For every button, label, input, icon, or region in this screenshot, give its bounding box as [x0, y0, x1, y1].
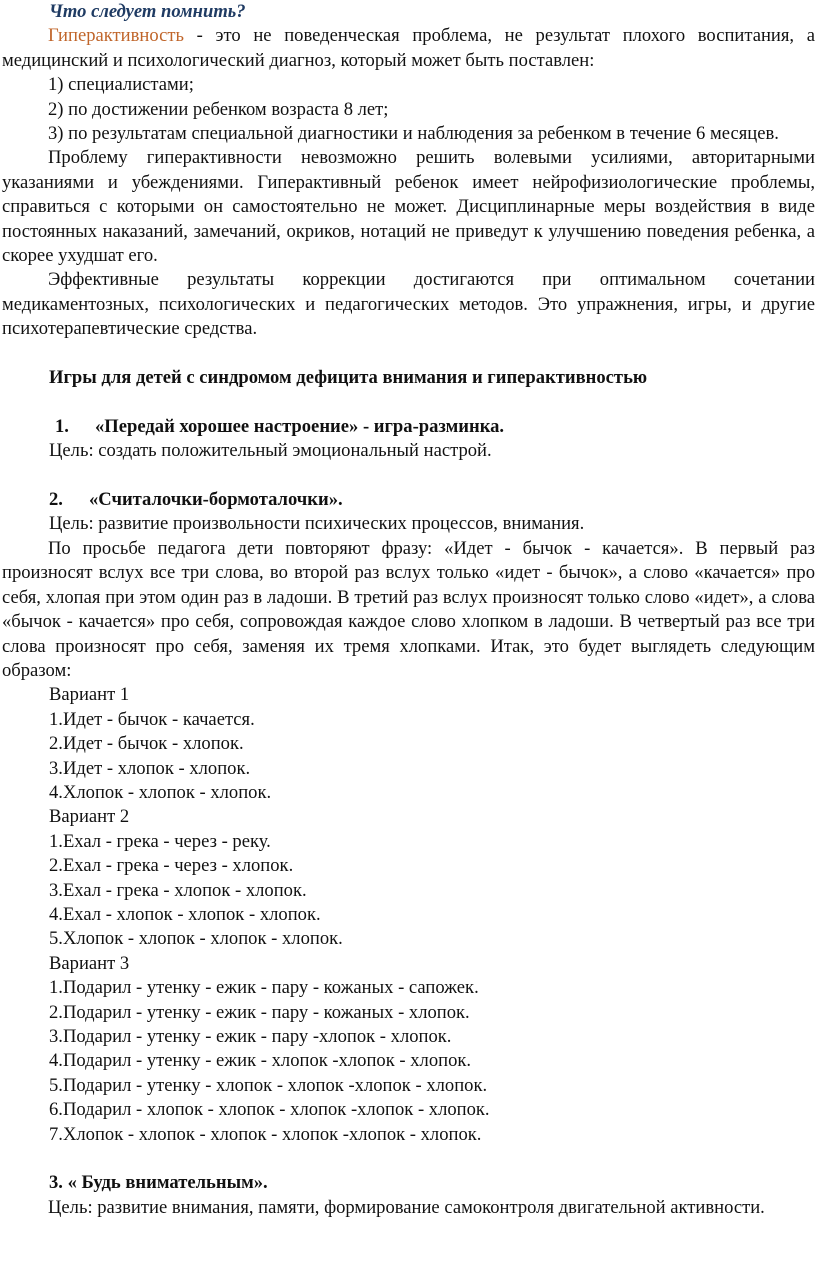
- variant-line: 1.Ехал - грека - через - реку.: [49, 830, 271, 852]
- intro-paragraph: [2, 24, 815, 73]
- variant-line: 6.Подарил - хлопок - хлопок - хлопок -хлопок - хлопок.: [49, 1099, 490, 1121]
- variant-line: 2.Подарил - утенку - ежик - пару - кожаных - хлопок.: [49, 1001, 470, 1023]
- game2-number: 2.: [49, 489, 63, 511]
- game2-name: «Считалочки-бормоталочки».: [89, 489, 343, 511]
- variant-line: 3.Подарил - утенку - ежик - пару -хлопок - хлопок.: [49, 1026, 452, 1048]
- intro-item: 2) по достижении ребенком возраста 8 лет;: [48, 98, 389, 120]
- variant-line: 5.Подарил - утенку - хлопок - хлопок -хлопок - хлопок.: [49, 1074, 488, 1096]
- game1-goal: Цель: создать положительный эмоциональный настрой.: [49, 440, 492, 462]
- variant-line: 2.Идет - бычок - хлопок.: [49, 733, 244, 755]
- term-hyperactivity: Гиперактивность: [48, 25, 184, 47]
- variant-line: 1.Подарил - утенку - ежик - пару - кожаных - сапожек.: [49, 977, 479, 999]
- header-question: Что следует помнить?: [49, 1, 246, 22]
- variant-line: 5.Хлопок - хлопок - хлопок - хлопок.: [49, 928, 343, 950]
- intro-text: - это не поведенческая проблема, не результат плохого воспитания, а медицинский и психологический диагноз, который может быть поставлен:: [2, 25, 815, 71]
- variant-label: Вариант 2: [49, 806, 130, 828]
- problem-paragraph: Проблему гиперактивности невозможно решить волевыми усилиями, авторитарными указаниями и убеждениями. Гиперактивный ребенок имеет нейрофизиологические проблемы, справиться с которыми он самостоятельно не может. Дисциплинарные меры воздействия в виде постоянных наказаний, замечаний, окриков, нотаций не приведут к улучшению поведения ребенка, а скорее ухудшат его.: [2, 147, 815, 267]
- game3-goal: Цель: развитие внимания, памяти, формирование самоконтроля двигательной активности.: [48, 1196, 765, 1218]
- variant-label: Вариант 1: [49, 684, 130, 706]
- variant-line: 4.Хлопок - хлопок - хлопок.: [49, 781, 272, 803]
- variant-line: 3.Ехал - грека - хлопок - хлопок.: [49, 879, 307, 901]
- game1-number: 1.: [55, 415, 69, 437]
- variant-line: 1.Идет - бычок - качается.: [49, 708, 255, 730]
- game3-title: 3. « Будь внимательным».: [49, 1172, 268, 1194]
- variant-label: Вариант 3: [49, 952, 130, 974]
- variant-line: 3.Идет - хлопок - хлопок.: [49, 757, 251, 779]
- game2-title: [49, 488, 815, 512]
- variant-line: 7.Хлопок - хлопок - хлопок - хлопок -хлопок - хлопок.: [49, 1123, 482, 1145]
- game1-title: [49, 415, 815, 439]
- intro-item: 1) специалистами;: [48, 74, 194, 96]
- variant-line: 2.Ехал - грека - через - хлопок.: [49, 855, 294, 877]
- game2-goal: Цель: развитие произвольности психических процессов, внимания.: [49, 513, 585, 535]
- game2-description: По просьбе педагога дети повторяют фразу: «Идет - бычок - качается». В первый раз произносят вслух все три слова, во второй раз вслух только «идет - бычок», а слово «качается» про себя, хлопая при этом один раз в ладоши. В третий раз вслух произносят только слово «идет», а слова «бычок - качается» про себя, сопровождая каждое слово хлопком в ладоши. В четвертый раз все три слова произносят про себя, заменяя их тремя хлопками. Итак, это будет выглядеть следующим образом:: [2, 537, 815, 681]
- game1-name: «Передай хорошее настроение» - игра-разминка.: [95, 415, 505, 437]
- variant-line: 4.Ехал - хлопок - хлопок - хлопок.: [49, 903, 321, 925]
- results-paragraph: Эффективные результаты коррекции достигаются при оптимальном сочетании медикаментозных, психологических и педагогических методов. Это упражнения, игры, и другие психотерапевтические средства.: [2, 269, 815, 340]
- games-section-title: Игры для детей с синдромом дефицита внимания и гиперактивностью: [49, 367, 648, 389]
- intro-item: 3) по результатам специальной диагностики и наблюдения за ребенком в течение 6 месяцев.: [48, 123, 779, 145]
- variant-line: 4.Подарил - утенку - ежик - хлопок -хлопок - хлопок.: [49, 1050, 472, 1072]
